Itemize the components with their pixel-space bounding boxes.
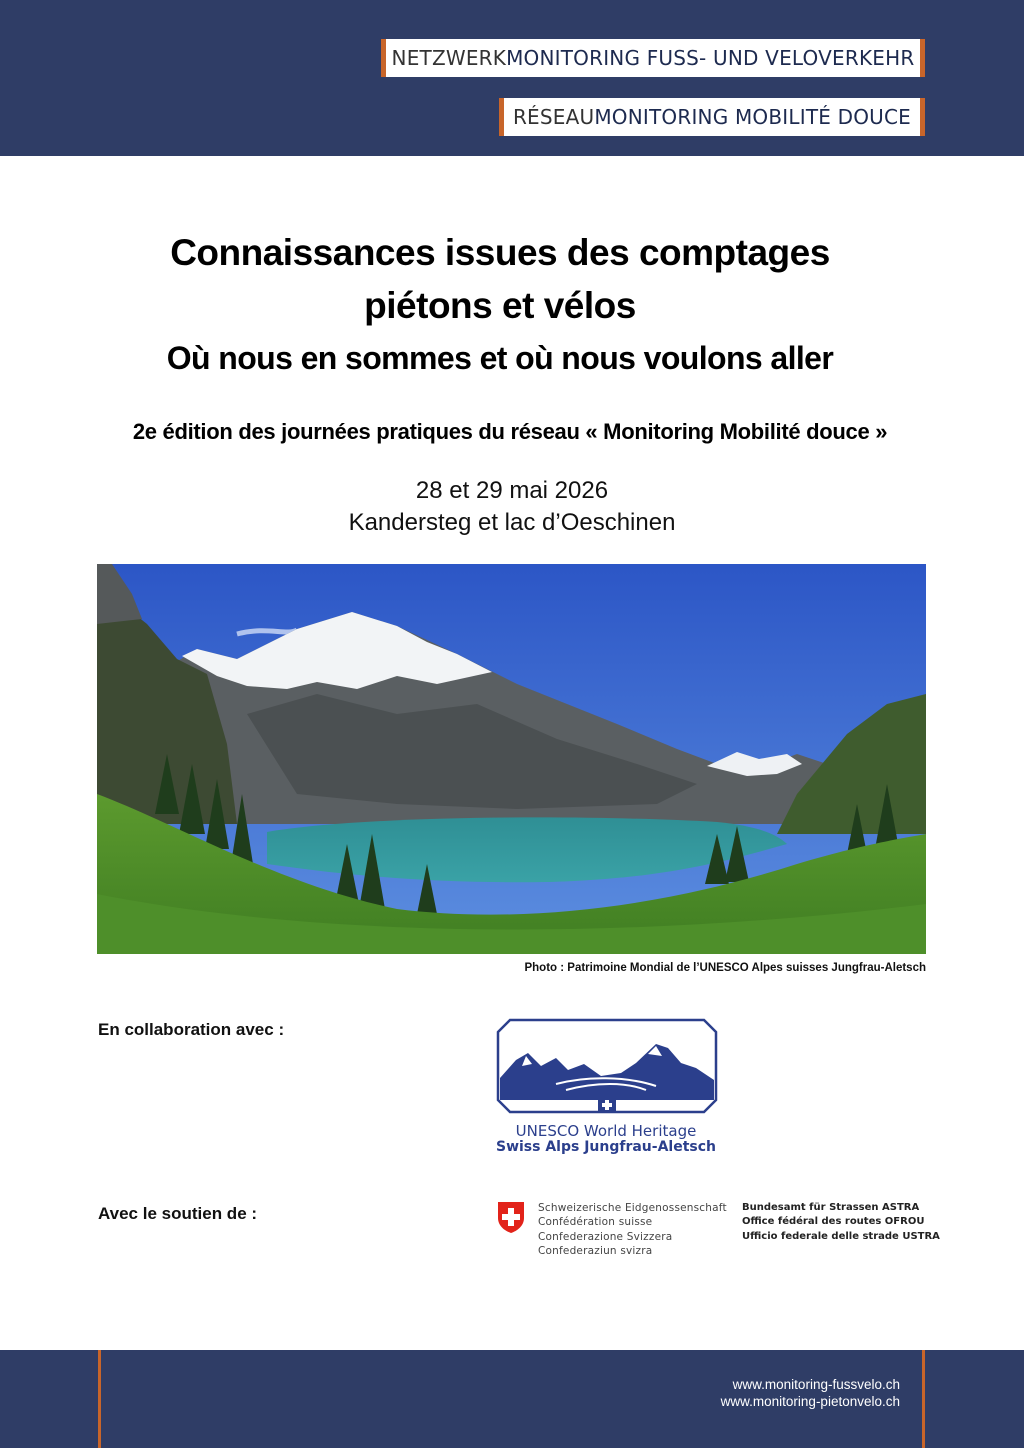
footer-link-fr[interactable]: www.monitoring-pietonvelo.ch xyxy=(720,1394,900,1409)
confederation-name-it: Confederazione Svizzera xyxy=(538,1230,673,1243)
network-label-fr xyxy=(499,98,925,136)
federal-roads-office xyxy=(742,1201,940,1244)
network-label-de-prefix: NETZWERK xyxy=(391,46,507,70)
network-label-de xyxy=(381,39,925,77)
unesco-title: UNESCO World Heritage xyxy=(515,1122,697,1140)
edition-line: 2e édition des journées pratiques du réseau « Monitoring Mobilité douce » xyxy=(132,419,888,444)
office-name-de: Bundesamt für Strassen ASTRA xyxy=(742,1202,920,1213)
confederation-name-fr: Confédération suisse xyxy=(538,1216,653,1229)
title-line-2: piétons et vélos xyxy=(364,285,636,326)
support-label: Avec le soutien de : xyxy=(98,1204,258,1223)
subtitle: Où nous en sommes et où nous voulons aller xyxy=(166,340,834,376)
confederation-name-de: Schweizerische Eidgenossenschaft xyxy=(538,1202,727,1214)
footer-accent-right xyxy=(922,1350,925,1448)
title-line-1: Connaissances issues des comptages xyxy=(170,232,830,273)
network-label-fr-name: MONITORING MOBILITÉ DOUCE xyxy=(594,105,912,129)
swiss-coat-of-arms-icon xyxy=(497,1201,525,1234)
network-label-fr-prefix: RÉSEAU xyxy=(512,105,595,129)
office-name-it: Ufficio federale delle strade USTRA xyxy=(742,1230,940,1242)
footer-accent-left xyxy=(98,1350,101,1448)
confederation-names xyxy=(538,1201,727,1259)
event-place: Kandersteg et lac d’Oeschinen xyxy=(348,509,676,536)
collaboration-label: En collaboration avec : xyxy=(98,1020,285,1039)
unesco-subtitle: Swiss Alps Jungfrau-Aletsch xyxy=(495,1139,717,1155)
event-date: 28 et 29 mai 2026 xyxy=(415,477,609,504)
footer-link-de[interactable]: www.monitoring-fussvelo.ch xyxy=(732,1377,900,1392)
photo-credit: Photo : Patrimoine Mondial de l’UNESCO Alpes suisses Jungfrau-Aletsch xyxy=(524,962,926,974)
unesco-mountains-logo xyxy=(496,1018,718,1114)
office-name-fr: Office fédéral des routes OFROU xyxy=(742,1216,925,1228)
lake-mountain-photo xyxy=(97,564,926,954)
confederation-name-rm: Confederaziun svizra xyxy=(538,1245,653,1258)
network-label-de-name: MONITORING FUSS- UND VELOVERKEHR xyxy=(506,46,915,70)
